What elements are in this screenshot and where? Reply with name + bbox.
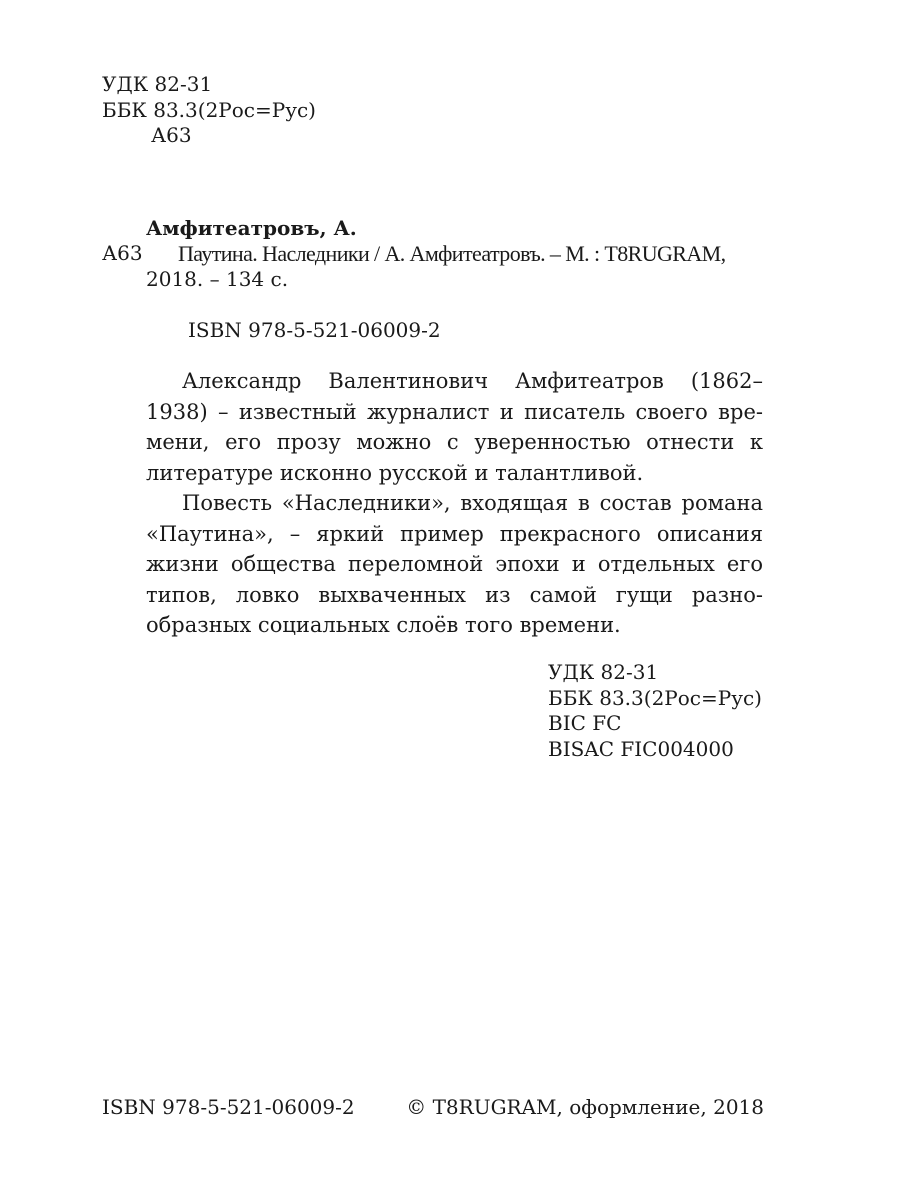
author-heading: Амфитеатровъ, А. <box>146 216 357 240</box>
author-mark-card: А63 <box>102 241 143 265</box>
author-mark-top: А63 <box>151 123 192 147</box>
annotation-paragraph-1: Александр Валентинович Амфитеатров (1862–1938) – известный журналист и писатель своего времени, его прозу можно с уверенностью отнести к литературе исконно русской и талантливой. <box>146 369 763 485</box>
isbn-card: ISBN 978-5-521-06009-2 <box>188 318 441 342</box>
bibliographic-description-line1: Паутина. Наследники / А. Амфитеатровъ. – М. : T8RUGRAM, <box>178 241 726 266</box>
isbn-footer: ISBN 978-5-521-06009-2 <box>102 1095 355 1119</box>
annotation-paragraph-2: Повесть «Наследники», входящая в состав романа «Паутина», – яркий пример прекрасного описания жизни общества переломной эпохи и отдельных его типов, ловко выхваченных из самой гущи разнообразных социальных слоёв того времени. <box>146 491 763 637</box>
bbk-code-bottom: ББК 83.3(2Рос=Рус) <box>548 686 762 710</box>
udk-code-top: УДК 82-31 <box>102 72 213 96</box>
copyright-notice: © T8RUGRAM, оформление, 2018 <box>406 1095 764 1119</box>
bbk-code-top: ББК 83.3(2Рос=Рус) <box>102 98 316 122</box>
udk-code-bottom: УДК 82-31 <box>548 660 659 684</box>
bic-code: BIC FC <box>548 711 622 735</box>
bibliographic-description-line2: 2018. – 134 с. <box>146 267 289 291</box>
annotation <box>146 366 763 641</box>
bisac-code: BISAC FIC004000 <box>548 737 734 761</box>
